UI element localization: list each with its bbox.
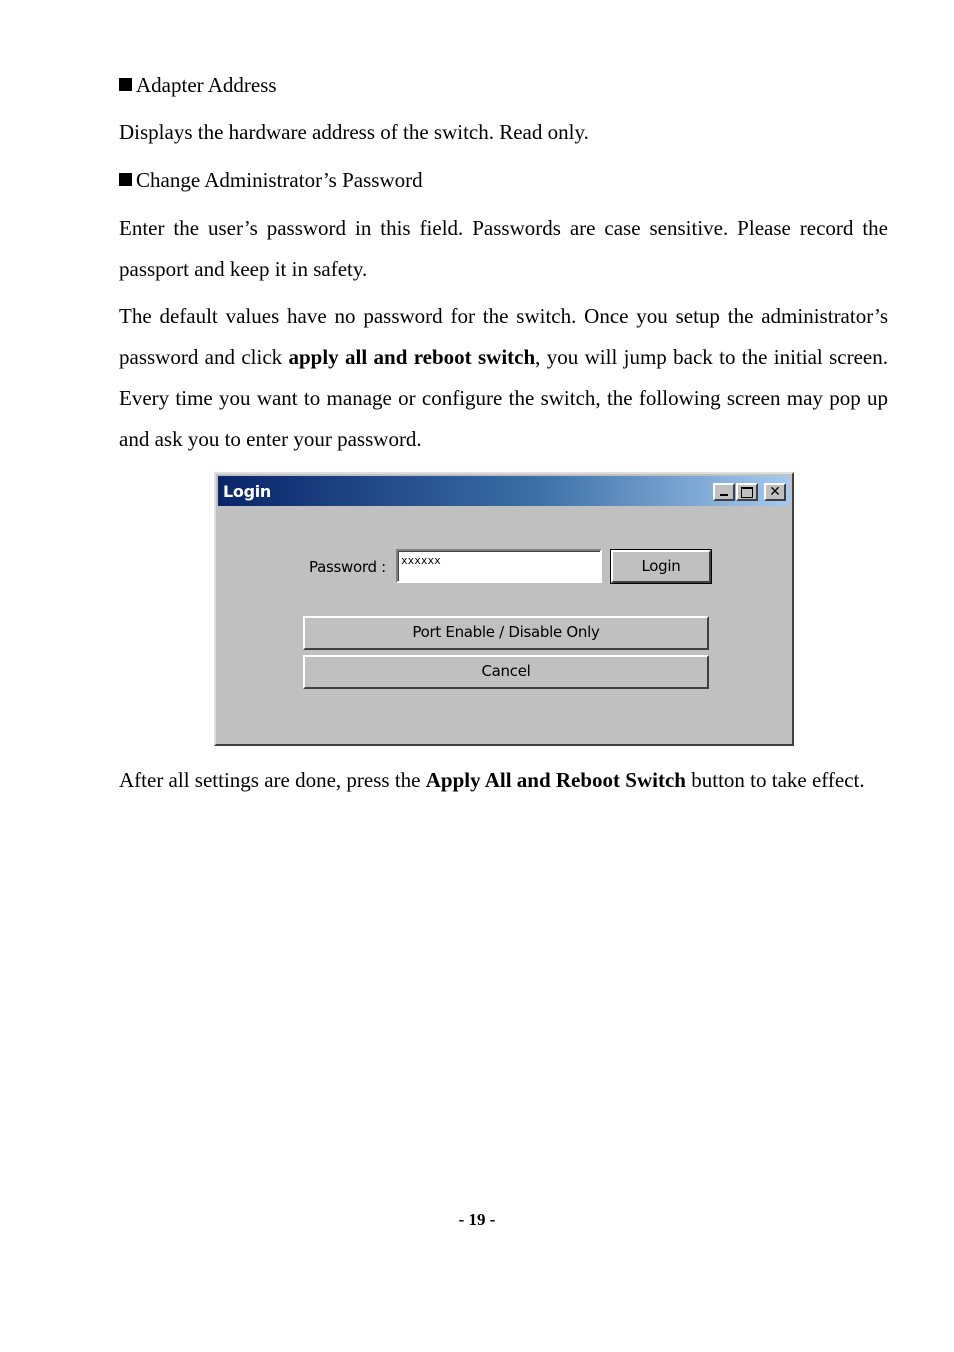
paragraph-default-values: The default values have no password for the switch. Once you setup the administrator’s password and click apply all and reboot switch, you will jump back to the initial screen. Every time you want to manage or configure the switch, the following screen may pop up and ask you to enter your password. xyxy=(119,304,888,451)
paragraph-adapter-address: Displays the hardware address of the switch. Read only. xyxy=(119,120,589,144)
login-button[interactable]: Login xyxy=(611,550,711,583)
paragraph-password: Enter the user’s password in this field. Passwords are case sensitive. Please record the passport and keep it in safety. xyxy=(119,216,888,281)
maximize-icon[interactable] xyxy=(736,483,758,501)
bold-apply-all-reboot: Apply All and Reboot Switch xyxy=(425,768,686,792)
cancel-button[interactable]: Cancel xyxy=(303,655,709,689)
title-bar[interactable] xyxy=(218,476,790,506)
port-enable-disable-button[interactable]: Port Enable / Disable Only xyxy=(303,616,709,650)
page-number: - 19 - xyxy=(458,1210,496,1229)
heading-change-password: Change Administrator’s Password xyxy=(119,160,888,201)
heading-adapter-address: Adapter Address xyxy=(119,65,888,106)
password-field[interactable]: xxxxxx xyxy=(396,549,602,583)
square-bullet-icon xyxy=(119,173,132,186)
minimize-icon[interactable] xyxy=(713,483,735,501)
close-icon[interactable]: ✕ xyxy=(764,483,786,501)
paragraph-after-settings: After all settings are done, press the Apply All and Reboot Switch button to take effect. xyxy=(119,768,865,792)
password-label: Password : xyxy=(309,558,386,576)
dialog-title: Login xyxy=(223,482,272,501)
login-dialog xyxy=(214,472,794,746)
bold-apply-all: apply all and reboot switch xyxy=(288,345,536,369)
square-bullet-icon xyxy=(119,78,132,91)
